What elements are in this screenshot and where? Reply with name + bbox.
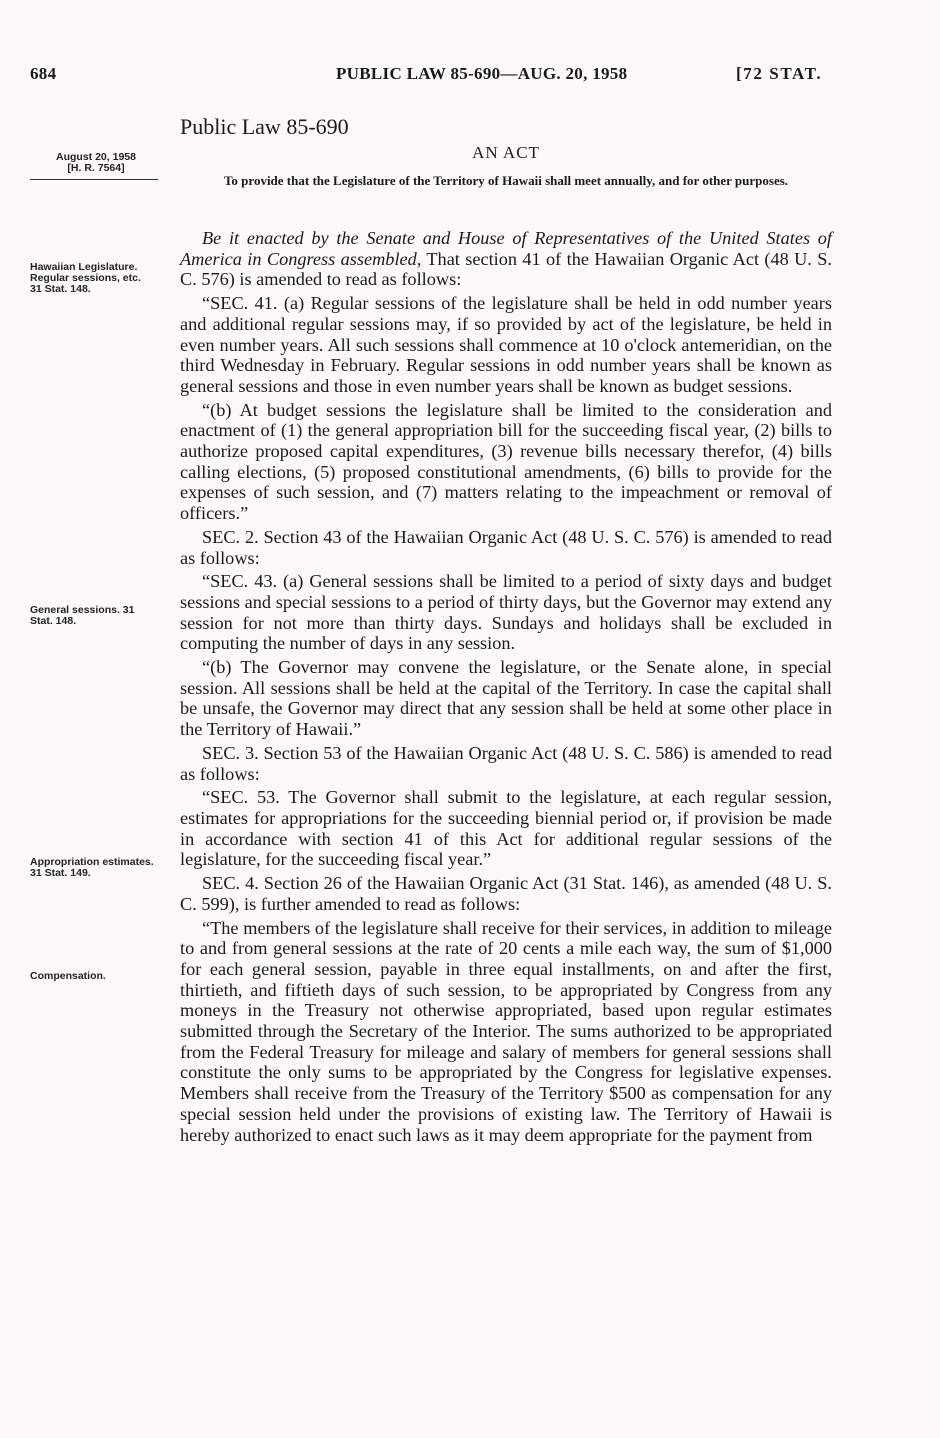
section-43-b: “(b) The Governor may convene the legislature, or the Senate alone, in special session. All sessions shall be held at the capital of the Territory. In case the capital shall be unsafe, the Governor may direct that any session shall be held at some other place in the Territory of Hawaii.” [180, 657, 832, 740]
section-4: SEC. 4. Section 26 of the Hawaiian Organic Act (31 Stat. 146), as amended (48 U. S. C. 599), is further amended to read as follows: [180, 873, 832, 914]
section-26: “The members of the legislature shall receive for their services, in addition to mileage to and from general sessions at the rate of 20 cents a mile each way, the sum of $1,000 for each general session, payable in three equal installments, on and after the first, thirtieth, and fiftieth days of such session, to be appropriated by Congress from any moneys in the Treasury not otherwise appropriated, based upon regular estimates submitted through the Secretary of the Interior. The sums authorized to be appropriated from the Federal Treasury for mileage and salary of members for general sessions shall constitute the only sums to be appropriated by the Congress for legislative expenses. Members shall receive from the Treasury of the Territory $500 as compensation for any special session held under the provisions of existing law. The Territory of Hawaii is hereby authorized to enact such laws as it may deem appropriate for the payment from [180, 917, 832, 1145]
margin-note-compensation: Compensation. [30, 970, 106, 982]
section-41-a: “SEC. 41. (a) Regular sessions of the legislature shall be held in odd number years and additional regular sessions may, if so provided by act of the legislature, be held in even number years. All such sessions shall commence at 10 o'clock antemeridian, on the third Wednesday in February. Regular sessions in odd number years shall be known as general sessions and those in even number years shall be known as budget sessions. [180, 293, 832, 396]
enactment-date: August 20, 1958 [56, 151, 136, 163]
section-3: SEC. 3. Section 53 of the Hawaiian Organic Act (48 U. S. C. 586) is amended to read as follows: [180, 742, 832, 784]
section-2: SEC. 2. Section 43 of the Hawaiian Organic Act (48 U. S. C. 576) is amended to read as follows: [180, 526, 832, 568]
act-body [180, 228, 832, 1145]
bill-number: [H. R. 7564] [67, 162, 125, 174]
law-title: Public Law 85-690 [180, 114, 349, 139]
margin-note-legislature: Hawaiian Legislature. Regular sessions, etc. 31 Stat. 148. [30, 261, 141, 295]
margin-note-general-sessions: General sessions. 31 Stat. 148. [30, 604, 135, 627]
section-53: “SEC. 53. The Governor shall submit to the legislature, at each regular session, estimates for appropriations for the succeeding biennial period or, if provision be made in accordance with section 41 of this Act for additional regular sessions of the legislature, for the succeeding fiscal year.” [180, 787, 832, 870]
margin-note-date [30, 152, 162, 180]
margin-rule [30, 179, 158, 180]
enacting-formula: Be it enacted by the Senate and House of Representatives of the United States of America in Congress assembled, [180, 228, 832, 269]
margin-note-appropriation: Appropriation estimates. 31 Stat. 149. [30, 856, 154, 879]
section-41-b: “(b) At budget sessions the legislature shall be limited to the consideration and enactment of (1) the general appropriation bill for the succeeding fiscal year, (2) bills to authorize proposed capital expenditures, (3) revenue bills necessary therefor, (4) bills calling elections, (5) proposed constitutional amendments, (6) bills to provide for the expenses of such session, and (7) matters relating to the impeachment or removal of officers.” [180, 399, 832, 524]
running-title: PUBLIC LAW 85-690—AUG. 20, 1958 [336, 64, 628, 83]
volume-reference: [72 STAT. [736, 64, 823, 83]
section-43-a: “SEC. 43. (a) General sessions shall be limited to a period of sixty days and budget sessions and special sessions to a period of thirty days, but the Governor may extend any session for not more than thirty days. Sundays and holidays shall be excluded in computing the number of days in any session. [180, 571, 832, 654]
act-purpose: To provide that the Legislature of the Territory of Hawaii shall meet annually, and for other purposes. [223, 173, 789, 188]
act-title: AN ACT [472, 143, 540, 162]
enacting-clause [180, 228, 832, 290]
enacting-clause-rest: That section 41 of the Hawaiian Organic Act (48 U. S. C. 576) is amended to read as follows: [180, 248, 832, 290]
page-number: 684 [30, 64, 57, 83]
